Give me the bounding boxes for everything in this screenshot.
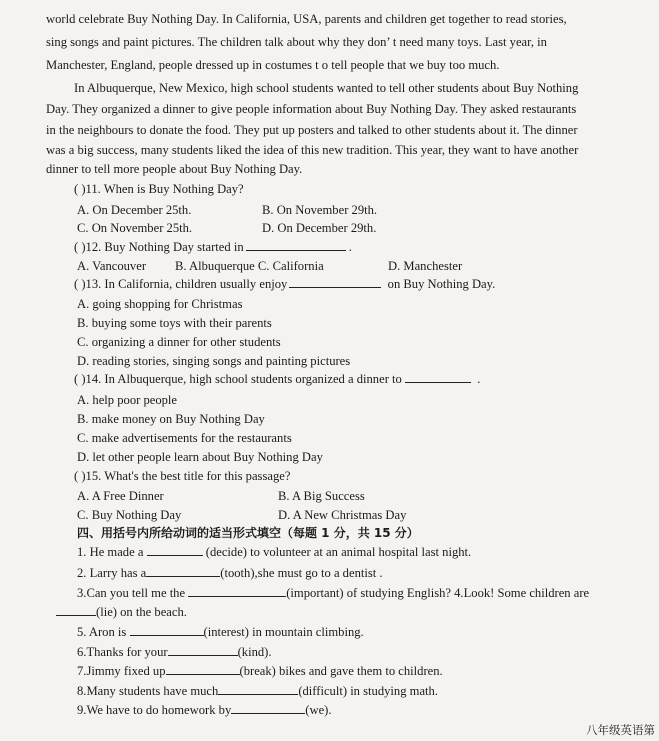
- question-12-stem: [74, 238, 352, 256]
- fill-3-prefix: 3.Can you tell me the: [77, 586, 186, 600]
- passage-line: In Albuquerque, New Mexico, high school students wanted to tell other students about Buy Nothing: [74, 81, 579, 95]
- answer-blank[interactable]: [188, 584, 286, 597]
- fill-item-5: [77, 623, 364, 641]
- question-11-stem: ( )11. When is Buy Nothing Day?: [74, 182, 244, 196]
- fill-1-suffix: (decide) to volunteer at an animal hospital last night.: [205, 545, 472, 559]
- passage-line: was a big success, many students liked the idea of this new tradition. This year, they want to have another: [46, 143, 579, 157]
- passage-line: dinner to tell more people about Buy Nothing Day.: [46, 162, 303, 176]
- passage-line: in the neighbours to donate the food. They put up posters and talked to other students about it. The dinner: [46, 123, 578, 137]
- q13-option-a: A. going shopping for Christmas: [77, 297, 243, 311]
- fill-9-prefix: 9.We have to do homework by: [77, 703, 232, 717]
- section-4-heading: 四、用括号内所给动词的适当形式填空（每题 1 分，共 15 分）: [77, 526, 419, 540]
- q14-option-c: C. make advertisements for the restaurants: [77, 431, 292, 445]
- passage-line: Day. They organized a dinner to give people information about Buy Nothing Day. They asked restaurants: [46, 102, 577, 116]
- fill-item-2: [77, 564, 383, 582]
- fill-5-suffix: (interest) in mountain climbing.: [203, 625, 364, 639]
- q11-option-b: B. On November 29th.: [262, 203, 378, 217]
- fill-9-suffix: (we).: [305, 703, 332, 717]
- q12-option-d: D. Manchester: [388, 259, 463, 273]
- q14-option-a: A. help poor people: [77, 393, 178, 407]
- q11-option-d: D. On December 29th.: [262, 221, 377, 235]
- q12-option-bc: B. Albuquerque C. California: [175, 259, 324, 273]
- answer-blank[interactable]: [168, 643, 238, 656]
- answer-blank[interactable]: [130, 623, 204, 636]
- fill-6-suffix: (kind).: [237, 645, 272, 659]
- fill-2-suffix: (tooth),she must go to a dentist .: [220, 566, 383, 580]
- question-13-stem: [74, 275, 495, 293]
- q14-option-b: B. make money on Buy Nothing Day: [77, 412, 265, 426]
- q13-option-d: D. reading stories, singing songs and painting pictures: [77, 354, 351, 368]
- fill-7-suffix: (break) bikes and gave them to children.: [239, 664, 443, 678]
- fill-item-1: [77, 543, 471, 561]
- fill-item-9: [77, 701, 332, 719]
- passage-line: sing songs and paint pictures. The children talk about why they don’ t need many toys. Last year, in: [46, 35, 547, 49]
- q15-option-b: B. A Big Success: [278, 489, 365, 503]
- answer-blank[interactable]: [246, 238, 346, 251]
- fill-8-prefix: 8.Many students have much: [77, 684, 219, 698]
- q14-option-d: D. let other people learn about Buy Nothing Day: [77, 450, 323, 464]
- fill-item-4-cont: [56, 603, 187, 621]
- q13-stem-end: on Buy Nothing Day.: [387, 277, 496, 291]
- q11-options-row2: [77, 219, 377, 237]
- fill-3-suffix: (important) of studying English? 4.Look! Some children are: [286, 586, 590, 600]
- q12-stem-text: ( )12. Buy Nothing Day started in: [74, 240, 244, 254]
- fill-5-prefix: 5. Aron is: [77, 625, 127, 639]
- fill-2-prefix: 2. Larry has a: [77, 566, 147, 580]
- passage-line: world celebrate Buy Nothing Day. In California, USA, parents and children get together to read stories,: [46, 12, 567, 26]
- question-14-stem: [74, 370, 480, 388]
- fill-item-6: [77, 643, 272, 661]
- answer-blank[interactable]: [231, 701, 305, 714]
- passage-line: Manchester, England, people dressed up in costumes t o tell people that we buy too much.: [46, 58, 500, 72]
- q12-options: [77, 257, 463, 275]
- fill-8-suffix: (difficult) in studying math.: [298, 684, 438, 698]
- fill-item-8: [77, 682, 438, 700]
- q15-options-row2: [77, 506, 407, 524]
- fill-item-3: [77, 584, 589, 602]
- q11-option-a: A. On December 25th.: [77, 203, 192, 217]
- q15-option-a: A. A Free Dinner: [77, 489, 164, 503]
- answer-blank[interactable]: [405, 370, 471, 383]
- q15-options-row1: [77, 487, 365, 505]
- answer-blank[interactable]: [146, 564, 220, 577]
- q13-stem-text: ( )13. In California, children usually enjoy: [74, 277, 288, 291]
- fill-4-suffix: (lie) on the beach.: [96, 605, 187, 619]
- q14-stem-text: ( )14. In Albuquerque, high school students organized a dinner to: [74, 372, 402, 386]
- q13-option-c: C. organizing a dinner for other students: [77, 335, 281, 349]
- q15-option-d: D. A New Christmas Day: [278, 508, 407, 522]
- q13-option-b: B. buying some toys with their parents: [77, 316, 272, 330]
- q12-stem-end: .: [348, 240, 352, 254]
- q11-options-row1: [77, 201, 378, 219]
- answer-blank[interactable]: [289, 275, 381, 288]
- fill-6-prefix: 6.Thanks for your: [77, 645, 168, 659]
- q15-option-c: C. Buy Nothing Day: [77, 508, 182, 522]
- answer-blank[interactable]: [147, 543, 203, 556]
- page-footer: 八年级英语第: [586, 723, 655, 737]
- q12-option-a: A. Vancouver: [77, 259, 147, 273]
- answer-blank[interactable]: [218, 682, 298, 695]
- answer-blank[interactable]: [166, 662, 240, 675]
- q14-stem-end: .: [477, 372, 481, 386]
- fill-1-prefix: 1. He made a: [77, 545, 144, 559]
- fill-item-7: [77, 662, 443, 680]
- answer-blank[interactable]: [56, 603, 96, 616]
- q11-option-c: C. On November 25th.: [77, 221, 193, 235]
- fill-7-prefix: 7.Jimmy fixed up: [77, 664, 166, 678]
- question-15-stem: ( )15. What's the best title for this passage?: [74, 469, 291, 483]
